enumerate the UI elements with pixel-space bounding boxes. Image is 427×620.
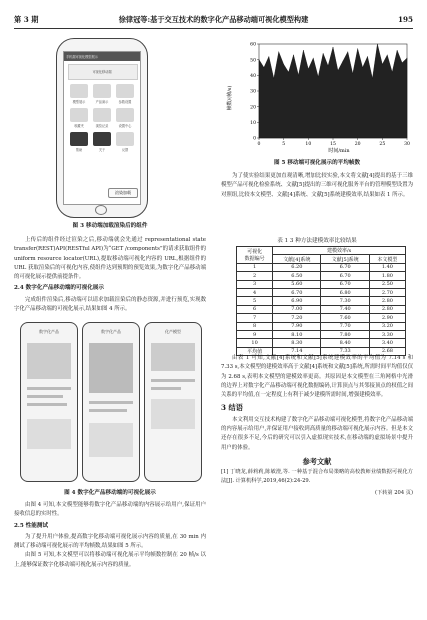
table-row	[237, 339, 406, 347]
y-tick-label: 10	[250, 120, 256, 126]
table-cell: 1.40	[369, 263, 405, 271]
table1-head-ref5: 文献[5]系统	[321, 255, 369, 263]
data-point	[259, 59, 260, 60]
table-cell: 4	[237, 288, 273, 296]
data-point	[274, 78, 275, 79]
section-2-5-heading: 2.5 性能测试	[14, 522, 49, 529]
table-cell: 3	[237, 280, 273, 288]
fig4-panel2-line1	[89, 401, 133, 404]
table-cell: 6.70	[273, 288, 321, 296]
fig3-caption: 图 3 移动端加载渲染后的组件	[72, 223, 148, 229]
table-row	[237, 272, 406, 280]
data-point	[377, 44, 378, 45]
fig3-app-title: 手机端可视化模型展示	[66, 55, 98, 59]
fig3-tile-5[interactable]	[93, 108, 111, 122]
table1	[236, 246, 406, 356]
table1-head-col1-line2: 数据编号	[244, 255, 265, 262]
data-point	[352, 73, 353, 74]
table1-head-group: 建模效率/s	[273, 247, 406, 255]
table1-head-ref4: 文献[4]系统	[273, 255, 321, 263]
fig4-panel1-line1	[27, 387, 71, 390]
fig3-tile-label-4: 收藏夹	[74, 124, 84, 128]
table-row	[237, 263, 406, 271]
x-tick-label: 5	[282, 142, 286, 147]
table-row	[237, 297, 406, 305]
data-point	[367, 56, 368, 57]
para-render: 上传后的组件经过渲染之后,移动端就会先通过 representational state transfer(REST)API(RESTful API)为“GET /components”的请求获取组件的 uniform resource locator(URL),提取移动端可视化内容的 URL,根据组件的 URL 获取渲染后的可视化内容,使组件达到预期的预览效果,为数字化产品移动端的可视化展示提供前提条件。	[14, 237, 206, 281]
para-table-result: 由表 1 可知,文献[4]系统和文献[5]系统建模效率的平均值为 7.14 s 和 7.33 s,本文模型的建模效率高于文献[4]系统和文献[5]系统,所需时间平均值仅仅为 2.68 s,表明本文模型的建模效率更高。其原因是本文模型在三角网格中光滑的边界上对数字化产品移动端可视化数据编码,计算顶点与其邻接顶点的权值之间关系的平均值,在一定程度上有利于减少建模所需时间,增强建模效率。	[221, 355, 413, 399]
table1-head-col1	[237, 247, 273, 264]
fig4-panel1-line2	[27, 395, 63, 398]
fig4-caption: 图 4 数字化产品移动端的可视化展示	[64, 490, 156, 496]
table-cell: 8.30	[273, 339, 321, 347]
para-preview: 完成组件渲染后,移动端可以请求加载渲染后的静态资源,并进行预览,实现数字化产品移动端的可视化展示,结果如图 4 所示。	[14, 296, 206, 313]
fig5-series-area	[259, 44, 407, 138]
table-cell: 5	[237, 297, 273, 305]
y-tick-label: 30	[250, 89, 256, 95]
header-rule	[14, 28, 413, 29]
table-cell: 7.90	[273, 322, 321, 330]
fig3-screen	[63, 51, 141, 205]
table1-caption: 表 1 3 种方法建模效率比较结果	[277, 238, 357, 244]
table-cell: 7.33	[321, 347, 369, 355]
fig4-panel1-line3	[27, 403, 67, 406]
data-point	[313, 58, 314, 59]
fig4-panel2-image	[89, 343, 133, 393]
fig4-panel-3	[144, 322, 202, 482]
fig4-panel-2	[82, 322, 140, 482]
data-point	[382, 64, 383, 65]
data-point	[278, 52, 279, 53]
data-point	[338, 70, 339, 71]
x-tick-label: 0	[257, 142, 261, 147]
fig3-tile-1[interactable]	[70, 84, 88, 98]
table-cell: 2.80	[369, 297, 405, 305]
y-tick-label: 20	[250, 105, 256, 111]
fig3-tile-7[interactable]	[70, 132, 88, 146]
fig4-panel1-title: 数字化产品	[39, 329, 59, 334]
data-point	[333, 47, 334, 48]
data-point	[328, 66, 329, 67]
left-text-block-1	[14, 236, 206, 314]
table-cell: 2.70	[369, 288, 405, 296]
table-cell: 7.14	[273, 347, 321, 355]
right-text-block-2	[221, 354, 413, 499]
fig3-tile-8[interactable]	[93, 132, 111, 146]
section-3-heading: 3 结语	[221, 403, 243, 413]
fig5-chart	[221, 38, 413, 156]
table-cell: 3.30	[369, 330, 405, 338]
running-header	[14, 15, 413, 27]
table-cell: 3.20	[369, 322, 405, 330]
reference-1: [1] 丁晓龙,薛莉莉,陈敏澄,等. 一种基于混合布局策略的高校教师业绩数据可视化方法[J]. 计算机科学,2019,46(2):24-29.	[221, 469, 413, 484]
fig4-panel3-image2	[151, 399, 195, 429]
table-cell: 7.30	[321, 297, 369, 305]
fig3-tile-label-8: 关于	[98, 148, 106, 152]
table-cell: 5.60	[273, 280, 321, 288]
fig5-ylabel: 帧数/(帧/s)	[227, 85, 233, 111]
table-row	[237, 288, 406, 296]
left-text-block-2	[14, 501, 206, 570]
references-heading: 参考文献	[302, 456, 332, 466]
fig4-panel2-title: 数字化产品	[101, 329, 121, 334]
table-cell: 3.40	[369, 339, 405, 347]
fig3-phone	[56, 38, 148, 218]
data-point	[372, 78, 373, 79]
x-tick-label: 30	[404, 142, 410, 147]
right-text-block-1	[221, 172, 413, 200]
x-tick-label: 25	[379, 142, 386, 147]
table-cell: 7.20	[273, 314, 321, 322]
table1-head-ours: 本文模型	[369, 255, 405, 263]
table-cell: 8.40	[321, 339, 369, 347]
data-point	[293, 55, 294, 56]
fig3-tile-label-2: 产品演示	[95, 100, 109, 104]
fig3-tile-3[interactable]	[116, 84, 134, 98]
y-tick-label: 40	[250, 73, 256, 79]
table-cell: 平均值	[237, 347, 273, 355]
page-number: 195	[397, 15, 413, 24]
fig4-panel3-image	[151, 343, 195, 371]
issue-number: 第 3 期	[14, 15, 39, 24]
data-point	[288, 72, 289, 73]
data-point	[269, 56, 270, 57]
fig3-home-button	[95, 205, 107, 215]
section-2-4-heading: 2.4 数字化产品移动端的可视化展示	[14, 285, 104, 292]
table-cell: 2	[237, 272, 273, 280]
fig3-brand: 可视化移动端	[92, 70, 112, 74]
table-cell: 6.70	[321, 272, 369, 280]
table-cell: 10	[237, 339, 273, 347]
fig4-panel-1	[20, 322, 78, 482]
table-cell: 7	[237, 314, 273, 322]
table-cell: 1	[237, 263, 273, 271]
fig4-panel2-image2	[89, 423, 133, 457]
table-cell: 6.20	[273, 263, 321, 271]
data-point	[397, 50, 398, 51]
x-tick-label: 15	[330, 142, 336, 147]
table-cell: 2.90	[369, 314, 405, 322]
para-fig4-result: 由图 4 可知,本文模型能够将数字化产品移动端的内容展示给用户,保证用户接收信息的实时性。	[14, 502, 206, 518]
fig3-tile-6[interactable]	[116, 108, 134, 122]
para-fig5-result: 由图 5 可知,本文模型可以将移动端可视化展示平均帧数控制在 20 帧/s 以上,能够保证数字化移动端可视化展示内容的质量。	[14, 552, 206, 568]
table-cell: 6	[237, 305, 273, 313]
data-point	[318, 77, 319, 78]
fig3-tile-label-5: 浏览记录	[95, 124, 109, 128]
table-cell: 2.68	[369, 347, 405, 355]
table-cell: 7.00	[273, 305, 321, 313]
data-point	[343, 61, 344, 62]
x-tick-label: 20	[354, 142, 361, 147]
fig4-panel3-line1	[151, 379, 195, 382]
data-point	[323, 53, 324, 54]
para-perf-test: 为了提升用户体验,提高数字化移动端可视化展示内容的质量,在 30 min 内测试了移动端可视化展示的平均帧数,结果如图 5 所示。	[14, 533, 206, 550]
fig3-tile-9[interactable]	[116, 132, 134, 146]
data-point	[308, 69, 309, 70]
fig3-tile-label-1: 模型展示	[72, 100, 86, 104]
data-point	[362, 67, 363, 68]
table-row	[237, 330, 406, 338]
continued-note: (下转第 204 页)	[375, 490, 413, 497]
table-cell: 6.90	[273, 297, 321, 305]
data-point	[303, 50, 304, 51]
para-compare: 为了使实验结果更加直观清晰,增加比较实验,本文将文献[4]提出的基于三维模型产品可视化检验系统、文献[5]提出的三维可视化服务平台的管理模型设置为对照组,比较本文模型、文献[4]系统、文献[5]系统建模效率,结果如表 1 所示。	[221, 173, 413, 198]
table-row	[237, 280, 406, 288]
table-row	[237, 314, 406, 322]
table-cell: 2.80	[369, 305, 405, 313]
fig3-tile-label-3: 参数设置	[118, 100, 132, 104]
table-cell: 7.60	[321, 314, 369, 322]
fig4-panel3-line2	[151, 387, 181, 390]
table-cell: 9	[237, 330, 273, 338]
table-cell: 6.70	[321, 280, 369, 288]
data-point	[298, 75, 299, 76]
table-cell: 7.80	[321, 330, 369, 338]
data-point	[392, 72, 393, 73]
data-point	[402, 63, 403, 64]
data-point	[387, 55, 388, 56]
table-row	[237, 322, 406, 330]
fig3-tile-label-9: 反馈	[121, 148, 129, 152]
data-point	[407, 58, 408, 59]
running-title: 徐律冠等:基于交互技术的数字化产品移动端可视化模型构建	[118, 15, 309, 24]
data-point	[264, 67, 265, 68]
table-cell: 6.80	[321, 288, 369, 296]
data-point	[283, 64, 284, 65]
data-point	[357, 48, 358, 49]
fig5-xlabel: 时间/min	[328, 148, 350, 154]
fig3-render-button[interactable]: 渲染加载	[108, 188, 138, 198]
fig5-caption: 图 5 移动端可视化展示的平均帧数	[273, 160, 361, 166]
y-tick-label: 50	[250, 58, 256, 64]
table-cell: 1.80	[369, 272, 405, 280]
fig3-tile-label-6: 设置中心	[118, 124, 132, 128]
table-cell: 6.70	[321, 263, 369, 271]
data-point	[348, 52, 349, 53]
table-cell: 6.50	[273, 272, 321, 280]
fig3-tile-2[interactable]	[93, 84, 111, 98]
table-row	[237, 305, 406, 313]
table-cell: 2.50	[369, 280, 405, 288]
fig4-panel1-image	[27, 343, 71, 379]
y-tick-label: 60	[250, 42, 256, 48]
fig4-panel2-line2	[89, 409, 127, 412]
table-cell: 7.40	[321, 305, 369, 313]
table-cell: 8.10	[273, 330, 321, 338]
x-tick-label: 10	[305, 142, 312, 147]
fig4-panel1-image2	[27, 419, 71, 449]
fig4-panel3-title: 化产模型	[165, 329, 181, 334]
table1-head-col1-line1: 可视化	[247, 248, 263, 255]
table-cell: 7.70	[321, 322, 369, 330]
table-cell: 8	[237, 322, 273, 330]
fig3-tile-label-7: 帮助	[75, 148, 83, 152]
fig3-tile-4[interactable]	[70, 108, 88, 122]
para-conclusion: 本文利用交互技术构建了数字化产品移动端可视化模型,将数字化产品移动端的内容展示给用户,并保证用户接收到高质量的移动端可视化展示内容。但是本文还存在很多不足,今后的研究可以引入虚拟现实技术,在移动端的虚拟场景中提升用户的体验。	[221, 416, 413, 451]
y-tick-label: 0	[253, 136, 256, 142]
fig4	[20, 322, 200, 482]
